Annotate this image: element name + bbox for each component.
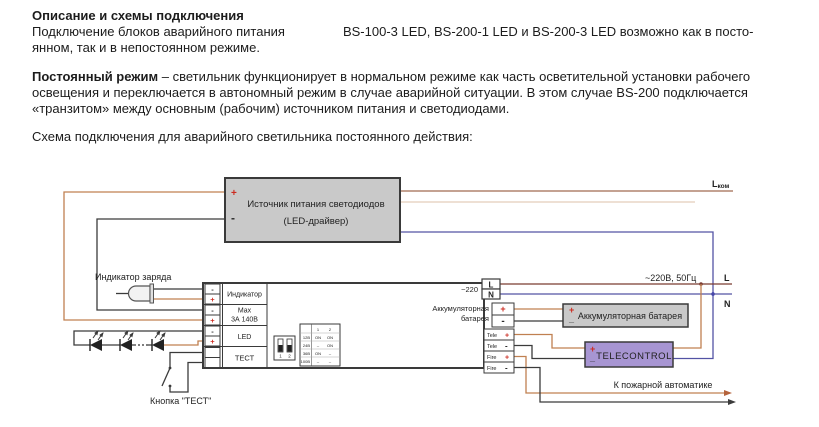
- lkom-sub: ком: [717, 183, 730, 190]
- telecontrol-plus: +: [590, 344, 596, 354]
- fire-minus-label: Fire: [487, 366, 497, 372]
- test-button-label: Кнопка "ТЕСТ": [150, 396, 212, 406]
- table-r3-v: 36В: [302, 351, 310, 356]
- led-plus: +: [210, 337, 215, 346]
- led-driver-box: [225, 178, 400, 242]
- table-r4-v: 100В: [300, 359, 310, 364]
- tele-minus-sign: -: [505, 341, 508, 351]
- mains-N-label: N: [724, 299, 731, 309]
- table-r1-a: ON: [315, 335, 321, 340]
- row-label-test: ТЕСТ: [234, 353, 255, 363]
- battery-box-minus: _: [569, 314, 575, 324]
- lkom-main: L: [712, 179, 718, 189]
- dip-switch: [274, 336, 295, 360]
- p2-lead: Постоянный режим: [32, 69, 159, 84]
- charge-indicator-led: [116, 284, 205, 303]
- diode-2: [120, 331, 133, 351]
- wire-lkom: [400, 191, 733, 202]
- table-r2-v: 24В: [302, 343, 310, 348]
- paragraph-1-line-2: янном, так и в непостоянном режиме.: [32, 40, 260, 55]
- led-flange: [150, 284, 154, 303]
- voltage-table: [300, 324, 340, 366]
- diode-1: [90, 331, 103, 351]
- v220-label: ~220: [461, 285, 478, 294]
- dip-sw1-label: 1: [279, 353, 282, 359]
- battery-plus-terminal: +: [500, 304, 506, 314]
- p1-left: Подключение блоков аварийного питания: [32, 24, 285, 39]
- table-r4-a: –: [316, 359, 320, 364]
- row-label-max2: 3А 140В: [231, 316, 258, 324]
- max-minus: -: [211, 306, 214, 315]
- table-col1: 1: [316, 327, 320, 332]
- section-heading: Описание и схемы подключения: [32, 8, 244, 23]
- table-r4-b: –: [328, 359, 332, 364]
- indicator-minus: -: [211, 285, 214, 294]
- tele-minus-label: Tele: [487, 344, 498, 350]
- lkom-label: [712, 179, 730, 190]
- fire-minus-sign: -: [505, 363, 508, 373]
- driver-title: Источник питания светодиодов: [247, 199, 385, 210]
- table-r1-v: 12В: [302, 335, 310, 340]
- battery-terminal-label-2: батарея: [460, 314, 489, 323]
- driver-subtitle: (LED-драйвер): [283, 216, 349, 227]
- p1-right: BS-100-3 LED, BS-200-1 LED и BS-200-3 LED возможно как в посто-: [342, 24, 754, 39]
- tele-plus-sign: +: [505, 332, 510, 340]
- battery-box-plus: +: [569, 305, 575, 315]
- bs200-block: [203, 283, 489, 368]
- table-r3-b: –: [328, 351, 332, 356]
- luminaire-led-chain: [74, 331, 205, 351]
- telecontrol-label: TELECONTROL: [596, 351, 672, 362]
- table-r3-a: ON: [315, 351, 321, 356]
- battery-minus-terminal: -: [501, 316, 505, 327]
- test-button: [162, 353, 205, 393]
- driver-plus-terminal: +: [231, 188, 237, 199]
- fire-minus-arrowhead: [728, 399, 736, 405]
- switch-blade: [162, 368, 170, 386]
- dip-sw2-label: 2: [288, 353, 291, 359]
- mains-L-label: L: [724, 273, 730, 283]
- led-dome: [129, 286, 150, 301]
- diode-3: [152, 331, 165, 351]
- fire-plus-arrowhead: [724, 390, 732, 396]
- table-col2: 2: [328, 327, 332, 332]
- table-r2-a: –: [316, 343, 320, 348]
- led-minus: -: [211, 327, 214, 336]
- table-r2-b: ON: [327, 343, 333, 348]
- terminal-N: N: [488, 290, 494, 300]
- paragraph-2-line-3: «транзитом» между основным (рабочим) источником питания и светодиодами.: [32, 101, 510, 116]
- charge-indicator-label: Индикатор заряда: [95, 272, 172, 282]
- driver-minus-terminal: -: [231, 211, 235, 225]
- p2-rest: – светильник функционирует в нормальном режиме как часть осветительной установки рабочего: [158, 69, 751, 84]
- fire-plus-sign: +: [505, 354, 510, 362]
- scheme-caption: Схема подключения для аварийного светильника постоянного действия:: [32, 129, 473, 144]
- battery-terminal-label-1: Аккумуляторная: [432, 304, 489, 313]
- row-label-indicator: Индикатор: [227, 291, 262, 299]
- tele-plus-label: Tele: [487, 333, 498, 339]
- fire-plus-label: Fire: [487, 355, 497, 361]
- indicator-plus: +: [210, 295, 215, 304]
- max-plus: +: [210, 316, 215, 325]
- battery-box-label: Аккумуляторная батарея: [577, 311, 683, 321]
- battery-box: [563, 304, 688, 327]
- paragraph-2-line-2: освещения и переключается в автономный режим в случае аварийной ситуации. В этом случае BS-200 подключается: [32, 85, 748, 100]
- telecontrol-minus: _: [590, 353, 596, 363]
- row-label-led: LED: [237, 334, 252, 341]
- table-r1-b: ON: [327, 335, 333, 340]
- fire-automation-label: К пожарной автоматике: [613, 380, 713, 390]
- telecontrol-box: [585, 342, 673, 367]
- terminal-L: L: [488, 280, 494, 290]
- row-label-max: Мах: [237, 307, 252, 315]
- wire-mains-L: [500, 282, 732, 286]
- right-terminal-strip: [482, 279, 514, 373]
- mains-voltage-label: ~220В, 50Гц: [645, 273, 697, 283]
